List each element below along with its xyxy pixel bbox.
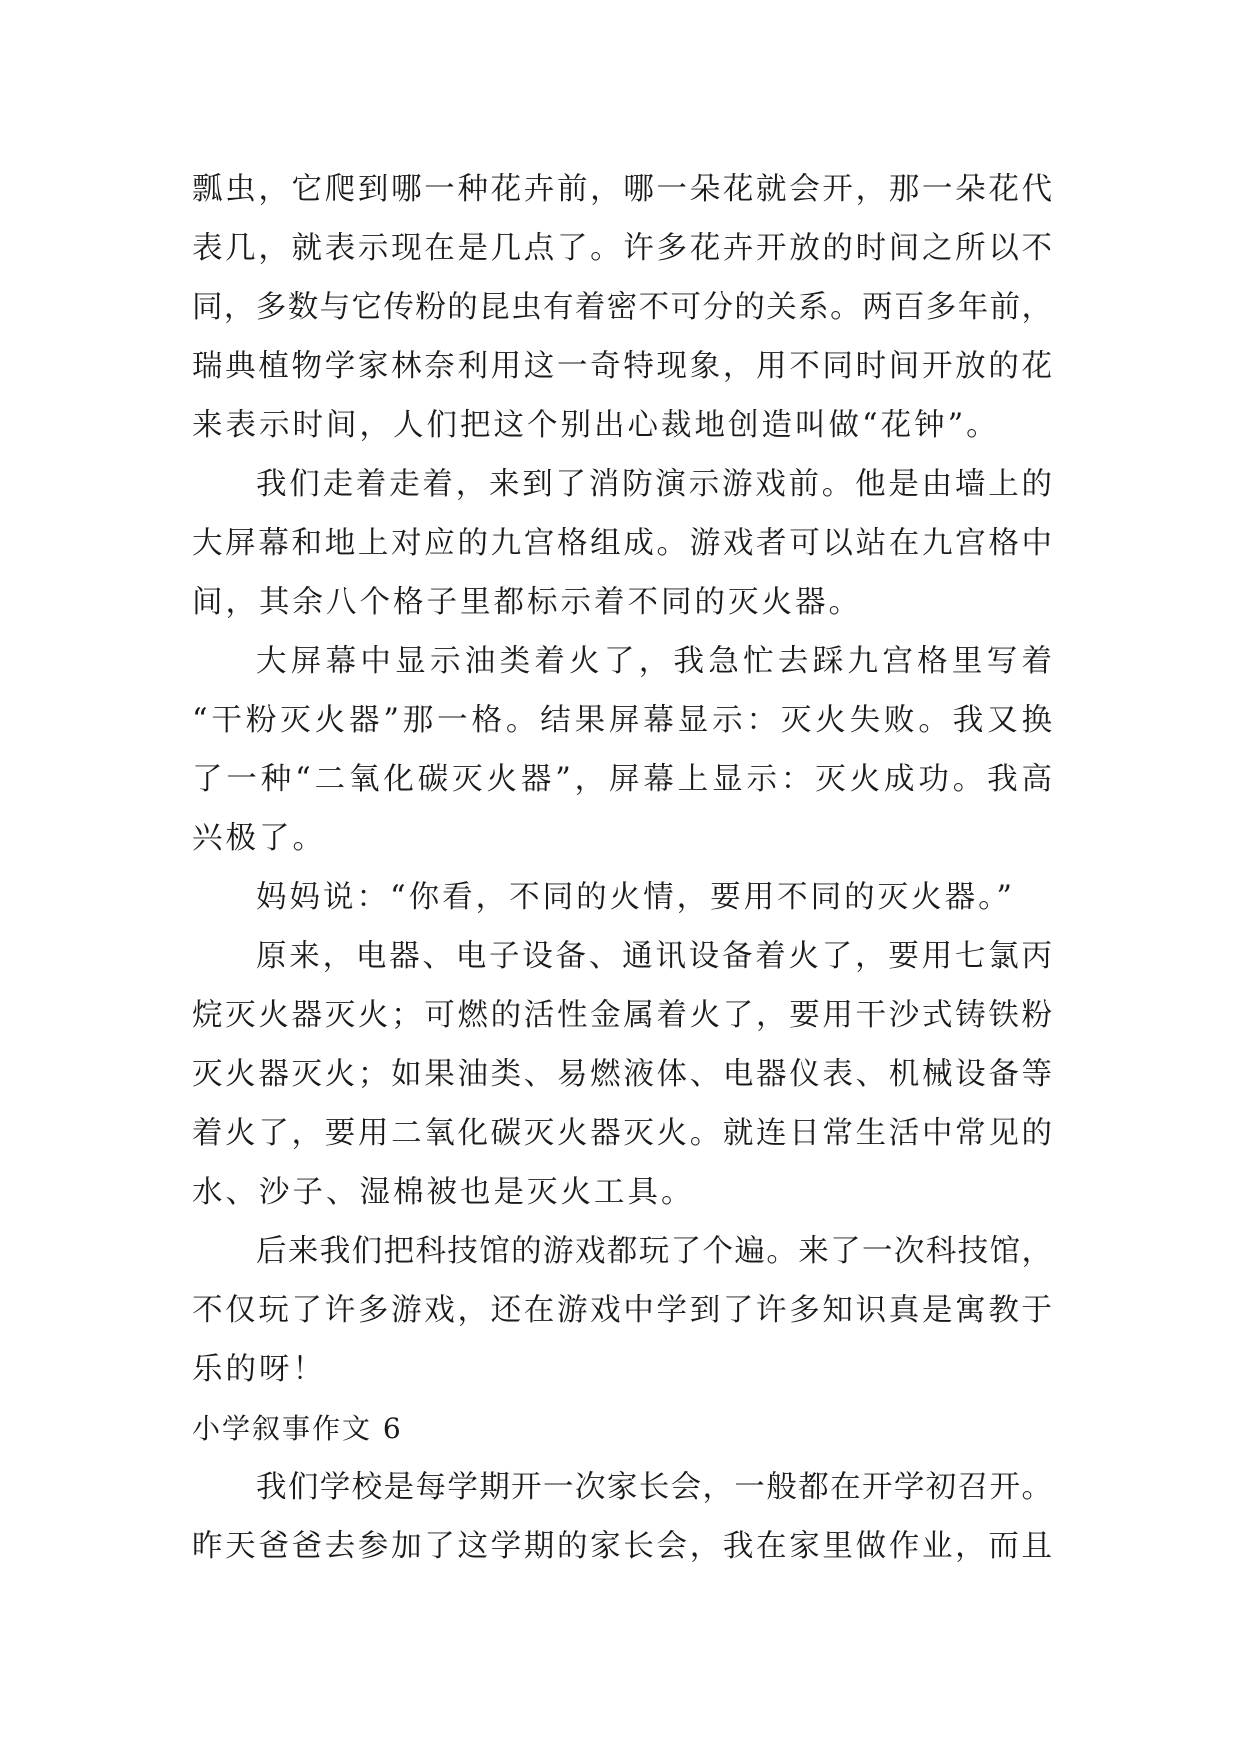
text-line: 不仅玩了许多游戏，还在游戏中学到了许多知识真是寓教于: [192, 1293, 1052, 1328]
document-body: [192, 160, 1052, 1576]
text-line: 表几，就表示现在是几点了。许多花卉开放的时间之所以不: [192, 231, 1052, 266]
text-line: 昨天爸爸去参加了这学期的家长会，我在家里做作业，而且: [192, 1529, 1052, 1564]
text-line: 瓢虫，它爬到哪一种花卉前，哪一朵花就会开，那一朵花代: [192, 172, 1052, 207]
paragraph-big-screen: [192, 632, 1052, 868]
paragraph-mom-says: [192, 868, 1052, 927]
text-line: 来表示时间，人们把这个别出心裁地创造叫做“花钟”。: [192, 408, 1000, 443]
text-line: 着火了，要用二氧化碳灭火器灭火。就连日常生活中常见的: [192, 1116, 1052, 1151]
paragraph-parent-meeting: [192, 1458, 1052, 1576]
text-line: 妈妈说：“你看，不同的火情，要用不同的灭火器。”: [256, 880, 1015, 915]
paragraph-extinguishers: [192, 927, 1052, 1222]
text-line: “干粉灭火器”那一格。结果屏幕显示：灭火失败。我又换: [192, 703, 1052, 738]
text-line: 大屏幕和地上对应的九宫格组成。游戏者可以站在九宫格中: [192, 526, 1052, 561]
paragraph-fire-game: [192, 455, 1052, 632]
text-line: 烷灭火器灭火；可燃的活性金属着火了，要用干沙式铸铁粉: [192, 998, 1052, 1033]
text-line: 了一种“二氧化碳灭火器”，屏幕上显示：灭火成功。我高: [192, 762, 1052, 797]
text-line: 灭火器灭火；如果油类、易燃液体、电器仪表、机械设备等: [192, 1057, 1052, 1092]
text-line: 乐的呀！: [192, 1352, 326, 1387]
text-line: 瑞典植物学家林奈利用这一奇特现象，用不同时间开放的花: [192, 349, 1052, 384]
text-line: 大屏幕中显示油类着火了，我急忙去踩九宫格里写着: [256, 644, 1052, 679]
text-line: 同，多数与它传粉的昆虫有着密不可分的关系。两百多年前，: [192, 290, 1052, 325]
paragraph-flower-clock: [192, 160, 1052, 455]
text-line: 后来我们把科技馆的游戏都玩了个遍。来了一次科技馆，: [256, 1234, 1052, 1269]
paragraph-conclusion: [192, 1222, 1052, 1399]
text-line: 原来，电器、电子设备、通讯设备着火了，要用七氯丙: [256, 939, 1052, 974]
text-line: 间，其余八个格子里都标示着不同的灭火器。: [192, 585, 862, 620]
text-line: 我们走着走着，来到了消防演示游戏前。他是由墙上的: [256, 467, 1052, 502]
text-line: 水、沙子、湿棉被也是灭火工具。: [192, 1175, 695, 1210]
text-line: 兴极了。: [192, 821, 326, 856]
text-line: 我们学校是每学期开一次家长会，一般都在开学初召开。: [256, 1470, 1052, 1505]
essay-heading: 小学叙事作文 6: [192, 1412, 403, 1445]
